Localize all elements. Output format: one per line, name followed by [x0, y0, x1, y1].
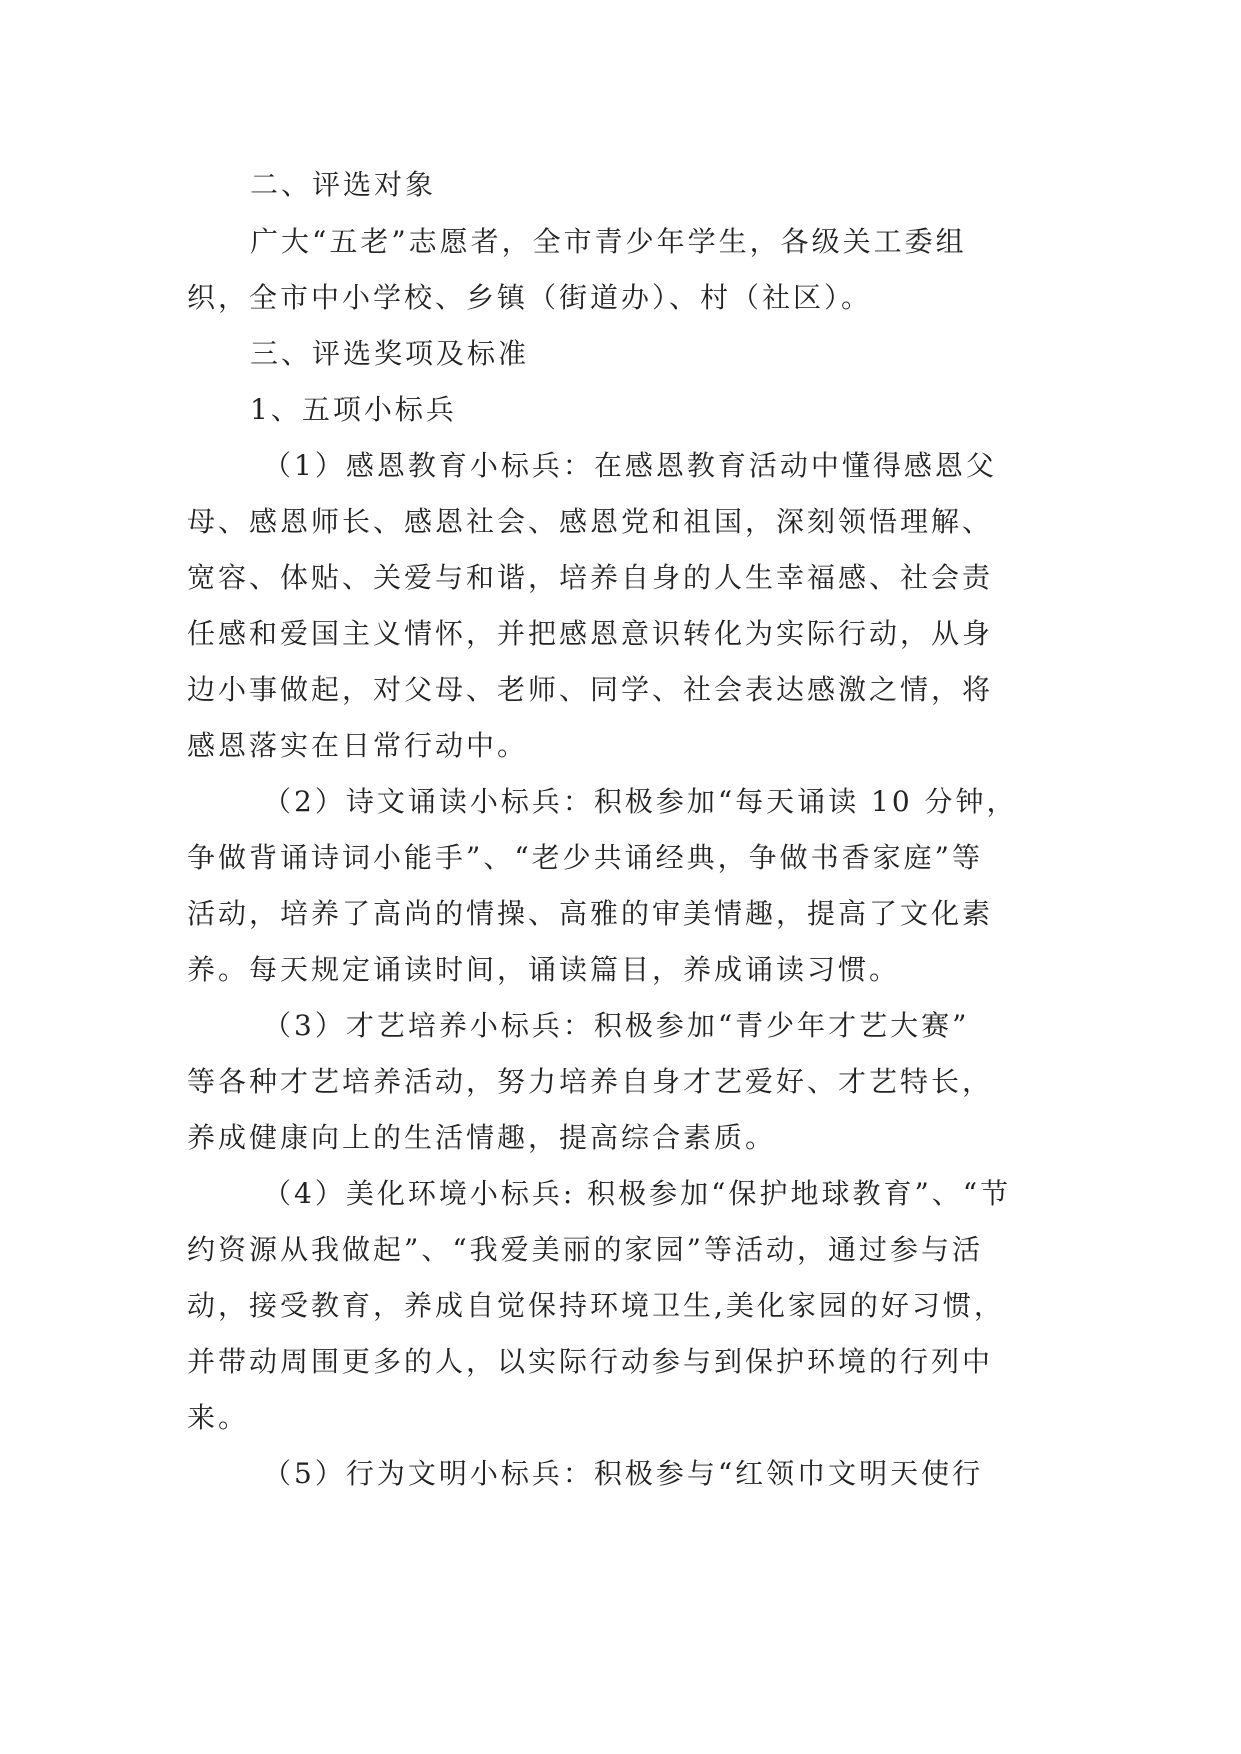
- subsection-heading-five-model-students: 1、五项小标兵: [250, 393, 457, 426]
- paragraph-line: 养成健康向上的生活情趣，提高综合素质。: [187, 1121, 777, 1154]
- paragraph-line: 并带动周围更多的人，以实际行动参与到保护环境的行列中: [187, 1345, 994, 1378]
- paragraph-line: 来。: [187, 1401, 250, 1434]
- paragraph-line: 养。每天规定诵读时间，诵读篇目，养成诵读习惯。: [187, 953, 901, 986]
- paragraph-line: 边小事做起，对父母、老师、同学、社会表达感激之情，将: [187, 673, 994, 706]
- paragraph-line: （1）感恩教育小标兵：在感恩教育活动中懂得感恩父: [263, 449, 997, 482]
- section-heading-evaluation-targets: 二、评选对象: [250, 168, 437, 201]
- paragraph-line: 活动，培养了高尚的情操、高雅的审美情趣，提高了文化素: [187, 897, 994, 930]
- section-heading-awards-and-criteria: 三、评选奖项及标准: [250, 337, 530, 370]
- paragraph-line: （2）诗文诵读小标兵：积极参加“每天诵读 10 分钟，: [263, 785, 1018, 818]
- paragraph-line: （5）行为文明小标兵：积极参与“红领巾文明天使行: [263, 1457, 984, 1490]
- paragraph-line: 等各种才艺培养活动，努力培养自身才艺爱好、才艺特长，: [187, 1065, 994, 1098]
- paragraph-line: 感恩落实在日常行动中。: [187, 729, 529, 762]
- paragraph-line: 宽容、体贴、关爱与和谐，培养自身的人生幸福感、社会责: [187, 561, 994, 594]
- paragraph-line: 母、感恩师长、感恩社会、感恩党和祖国，深刻领悟理解、: [187, 505, 994, 538]
- paragraph-line: （4）美化环境小标兵: 积极参加“保护地球教育”、“节: [263, 1177, 1012, 1210]
- paragraph-line: （3）才艺培养小标兵：积极参加“青少年才艺大赛”: [263, 1009, 970, 1042]
- paragraph-line: 约资源从我做起”、“我爱美丽的家园”等活动，通过参与活: [187, 1233, 983, 1266]
- paragraph-line: 广大“五老”志愿者，全市青少年学生，各级关工委组: [250, 225, 967, 258]
- paragraph-line: 任感和爱国主义情怀，并把感恩意识转化为实际行动，从身: [187, 617, 994, 650]
- paragraph-line: 织，全市中小学校、乡镇（街道办）、村（社区）。: [187, 281, 873, 314]
- paragraph-line: 动，接受教育，养成自觉保持环境卫生,美化家园的好习惯，: [187, 1289, 1005, 1322]
- paragraph-line: 争做背诵诗词小能手”、“老少共诵经典，争做书香家庭”等: [187, 841, 983, 874]
